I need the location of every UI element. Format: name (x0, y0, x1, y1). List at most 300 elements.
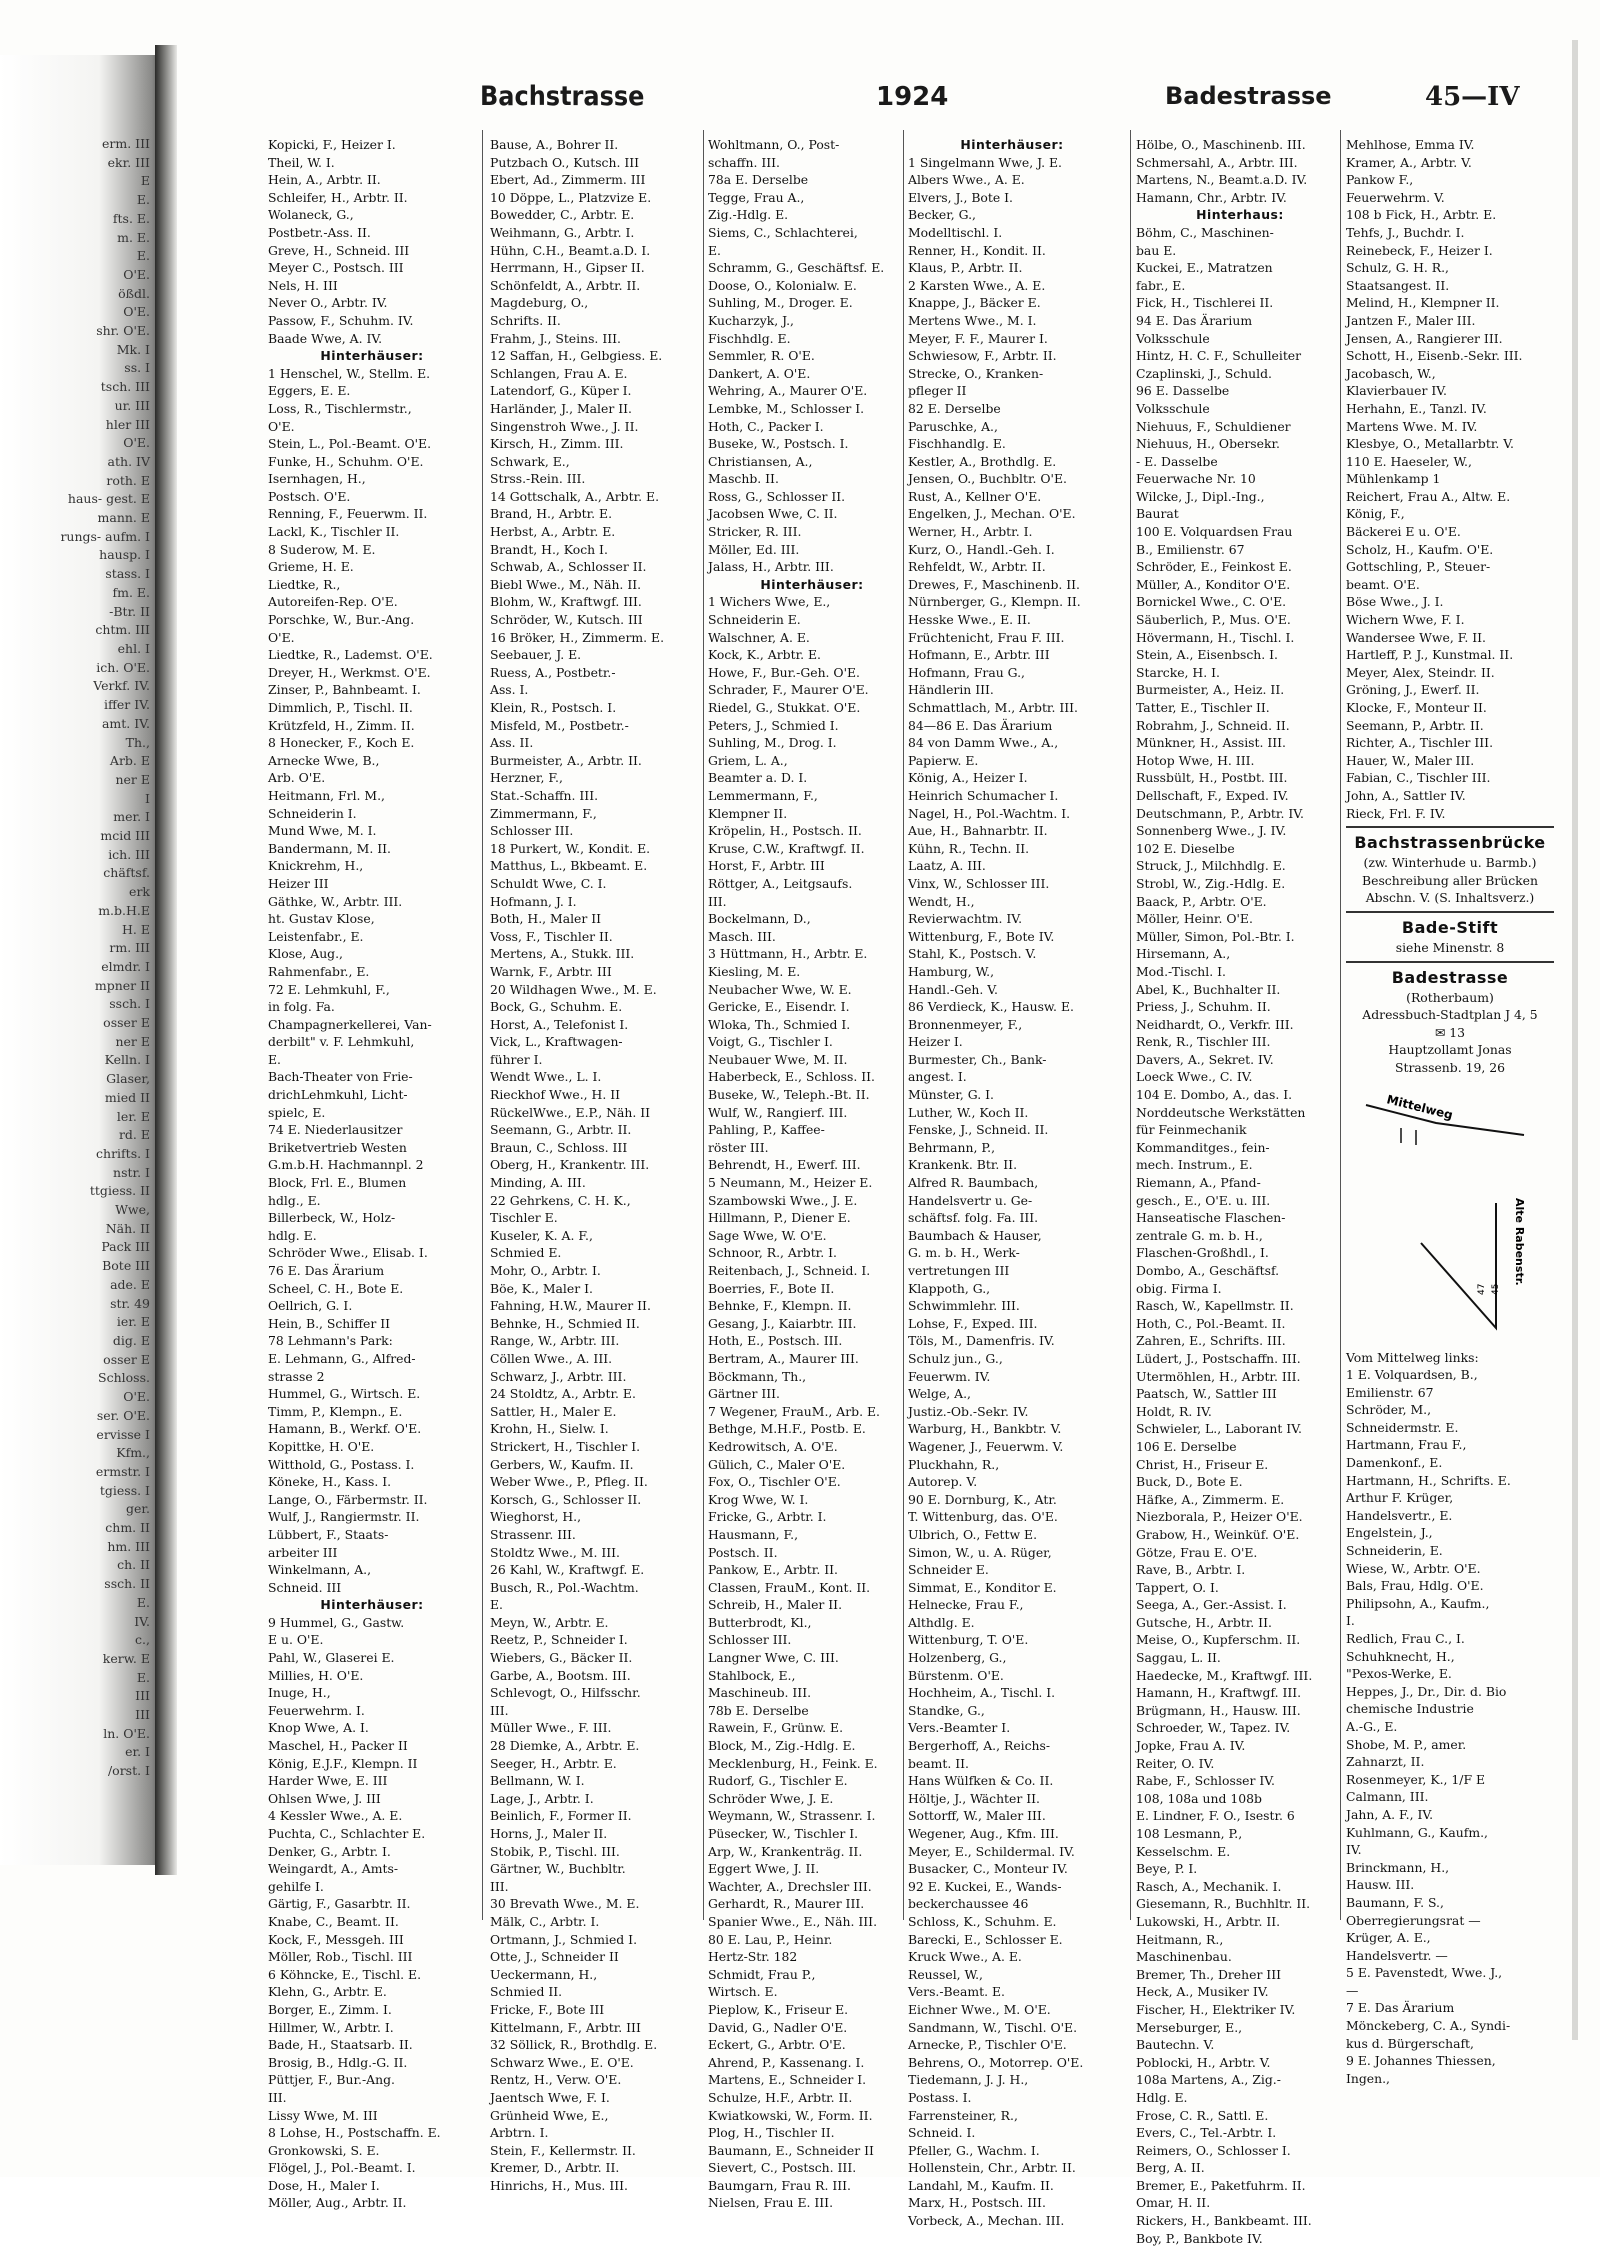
directory-entry: 3 Hüttmann, H., Arbtr. E. (708, 946, 868, 962)
fragment-line: fm. E. (112, 584, 150, 600)
directory-entry: Hövermann, H., Tischl. I. (1136, 629, 1295, 645)
directory-entry: König, F., (1346, 506, 1405, 522)
directory-entry: kus d. Bürgerschaft, (1346, 2035, 1474, 2051)
directory-entry: Schmied E. (490, 1245, 562, 1261)
directory-entry: Deutschmann, P., Arbtr. IV. (1136, 805, 1304, 821)
directory-entry: Fox, O., Tischler O'E. (708, 1474, 841, 1490)
directory-entry: Niehuus, F., Schuldiener (1136, 418, 1291, 434)
directory-entry: Theil, W. I. (268, 154, 335, 170)
directory-column-6 (1346, 136, 1554, 2086)
directory-entry: Beye, P. I. (1136, 1861, 1198, 1877)
directory-entry: Renk, R., Tischler III. (1136, 1034, 1271, 1050)
directory-entry: Buseke, W., Teleph.-Bt. II. (708, 1087, 870, 1103)
directory-entry: schaffn. III. (708, 154, 780, 170)
directory-entry: Hintz, H. C. F., Schulleiter (1136, 348, 1302, 364)
directory-entry: David, G., Nadler O'E. (708, 2019, 848, 2035)
directory-entry: Lemmermann, F., (708, 787, 818, 803)
directory-entry: Eggert Wwe, J. II. (708, 1861, 820, 1877)
directory-entry: Herzner, F., (490, 770, 563, 786)
directory-entry: Meise, O., Kupferschm. II. (1136, 1632, 1301, 1648)
directory-entry: Stein, A., Eisenbsch. I. (1136, 647, 1278, 663)
directory-entry: fabr., E. (1136, 277, 1186, 293)
directory-entry: Heitmann, R., (1136, 1931, 1224, 1947)
directory-entry: Bronnenmeyer, F., (908, 1016, 1023, 1032)
directory-entry: Meyn, W., Arbtr. E. (490, 1614, 609, 1630)
directory-entry: Hoth, E., Postsch. III. (708, 1333, 843, 1349)
directory-entry: Püsecker, W., Tischler I. (708, 1826, 859, 1841)
directory-entry: Hinrichs, H., Mus. III. (490, 2177, 628, 2193)
directory-entry: Postass. I. (908, 2089, 972, 2105)
directory-entry: 4 Kessler Wwe., A. E. (268, 1808, 403, 1824)
directory-entry: Jacobasch, W., (1346, 365, 1436, 381)
fragment-line: Mk. I (116, 341, 150, 357)
directory-entry: Sottorff, W., Maler III. (908, 1808, 1046, 1824)
directory-entry: Siems, C., Schlachterei, (708, 224, 858, 240)
fragment-line: haus- gest. E (67, 491, 150, 507)
directory-entry: Klose, Aug., (268, 946, 343, 962)
header-right-street: Badestrasse (1165, 82, 1332, 110)
directory-entry: Wittenburg, T. O'E. (908, 1632, 1029, 1648)
directory-entry: Maschel, H., Packer II (268, 1738, 408, 1754)
section-rule (1346, 961, 1554, 963)
directory-entry: 86 Verdieck, K., Hausw. E. (908, 999, 1074, 1015)
directory-entry: Klein, R., Postsch. I. (490, 700, 617, 715)
directory-entry: König, E.J.F., Klempn. II (268, 1755, 418, 1771)
directory-entry: siehe Minenstr. 8 (1395, 939, 1505, 955)
fragment-line: ermstr. I (95, 1463, 150, 1479)
directory-entry: Engelstein, J., (1346, 1525, 1433, 1541)
fragment-line: ner E (115, 1033, 150, 1049)
directory-entry: Abel, K., Buchhalter II. (1136, 981, 1281, 997)
fragment-line: ch. II (117, 1557, 150, 1573)
directory-entry: 108 b Fick, H., Arbtr. E. (1346, 207, 1497, 223)
directory-entry: Hofmann, E., Arbtr. III (908, 647, 1050, 663)
directory-entry: 102 E. Dieselbe (1136, 840, 1235, 856)
directory-entry: Strss.-Rein. III. (490, 471, 586, 487)
directory-entry: Isernhagen, H., (268, 471, 366, 487)
directory-entry: Schröder, W., Kutsch. III (490, 612, 643, 628)
directory-entry: schäftsf. folg. Fa. III. (908, 1210, 1039, 1226)
directory-entry: Gröning, J., Ewerf. II. (1346, 682, 1480, 698)
directory-entry: Hühn, C.H., Beamt.a.D. I. (490, 242, 651, 258)
directory-entry: Stobik, P., Tischl. III. (490, 1843, 620, 1859)
directory-entry: Davers, A., Sekret. IV. (1136, 1051, 1274, 1067)
directory-entry: Kucharzyk, J., (708, 312, 794, 328)
map-label-rabenstr: Alte Rabenstr. (1513, 1197, 1526, 1286)
directory-entry: Bachstrassenbrücke (1354, 833, 1546, 853)
directory-entry: 7 Wegener, FrauM., Arb. E. (708, 1403, 880, 1419)
directory-entry: beamt. II. (908, 1755, 969, 1771)
fragment-line: ath. IV (107, 453, 150, 469)
fragment-line: kerw. E (102, 1650, 150, 1666)
directory-entry: Revierwachtm. IV. (908, 911, 1023, 927)
directory-entry: Bremer, Th., Dreher III (1136, 1966, 1281, 1982)
directory-entry: Hamann, H., Kraftwgf. III. (1136, 1685, 1302, 1701)
directory-entry: Minding, A. III. (490, 1175, 586, 1191)
directory-entry: Nagel, H., Pol.-Wachtm. I. (908, 805, 1071, 821)
directory-entry: 1 Wichers Wwe, E., (708, 594, 831, 610)
directory-entry: Schwiesow, F., Arbtr. II. (908, 348, 1057, 364)
directory-entry: Schönfeldt, A., Arbtr. II. (490, 277, 641, 293)
directory-entry: Hummel, G., Wirtsch. E. (268, 1386, 421, 1402)
directory-entry: Fricke, G., Arbtr. I. (708, 1509, 827, 1525)
fragment-line: roth. E (106, 472, 150, 488)
directory-entry: 96 E. Dasselbe (1136, 383, 1230, 399)
directory-entry: Götze, Frau E. O'E. (1136, 1544, 1258, 1560)
directory-entry: 10 Döppe, L., Platzvize E. (490, 189, 652, 205)
directory-entry: Gronkowski, S. E. (268, 2142, 380, 2158)
directory-entry: Schröder Wwe, J. E. (708, 1790, 834, 1806)
directory-entry: Schneider E. (908, 1562, 989, 1578)
directory-entry: 100 E. Volquardsen Frau (1136, 524, 1293, 540)
fragment-line: hausp. I (99, 547, 150, 563)
fragment-line: mpner II (94, 977, 150, 993)
directory-entry: 108a Martens, A., Zig.- (1136, 2072, 1281, 2088)
directory-entry: Holdt, R. IV. (1136, 1403, 1212, 1419)
directory-entry: Fick, H., Tischlerei II. (1136, 295, 1274, 311)
directory-entry: drichLehmkuhl, Licht- (268, 1087, 408, 1103)
directory-entry: Gutsche, H., Arbtr. II. (1136, 1614, 1272, 1630)
directory-entry: Schlevogt, O., Hilfsschr. (490, 1685, 641, 1701)
directory-entry: Stahl, K., Postsch. V. (908, 946, 1037, 962)
directory-entry: Meyer C., Postsch. III (268, 260, 404, 276)
directory-entry: Wegener, Aug., Kfm. III. (908, 1826, 1059, 1841)
directory-entry: arbeiter III (268, 1544, 338, 1560)
directory-entry: E. Lindner, F. O., Isestr. 6 (1136, 1808, 1295, 1824)
directory-entry: Bäckerei E u. O'E. (1346, 524, 1461, 540)
directory-entry: Strassenb. 19, 26 (1394, 1059, 1506, 1075)
directory-entry: Krützfeld, H., Zimm. II. (268, 717, 415, 733)
directory-entry: Rentz, H., Verw. O'E. (490, 2072, 622, 2088)
directory-entry: Gericke, E., Eisendr. I. (708, 999, 850, 1015)
fragment-line: shr. O'E. (96, 323, 150, 339)
directory-entry: Zig.-Hdlg. E. (708, 207, 789, 223)
directory-entry: (Rotherbaum) (1406, 989, 1494, 1005)
directory-entry: Fenske, J., Schneid. II. (908, 1122, 1049, 1138)
directory-entry: Jaentsch Wwe, F. I. (490, 2089, 610, 2105)
directory-entry: Schroeder, W., Tapez. IV. (1136, 1720, 1291, 1736)
directory-entry: Oellrich, G. I. (268, 1298, 353, 1314)
directory-entry: — (1346, 1982, 1359, 1998)
directory-entry: Lukowski, H., Arbtr. II. (1136, 1913, 1281, 1929)
directory-entry: Norddeutsche Werkstätten (1136, 1104, 1306, 1120)
directory-entry: Böhm, C., Maschinen- (1136, 224, 1274, 240)
directory-entry: Ulbrich, O., Fettw E. (908, 1526, 1038, 1542)
fragment-line: c., (135, 1632, 150, 1648)
directory-entry: Evers, C., Tel.-Arbtr. I. (1136, 2125, 1277, 2141)
fragment-line: rungs- aufm. I (60, 528, 150, 544)
directory-entry: Ahrend, P., Kassenang. I. (708, 2054, 865, 2070)
directory-entry: Kirsch, H., Zimm. III. (490, 436, 624, 452)
directory-entry: Möller, Heinr. O'E. (1136, 911, 1253, 927)
directory-entry: vertretungen III (908, 1263, 1010, 1278)
directory-entry: Arp, W., Krankenträg. II. (708, 1843, 863, 1859)
directory-entry: Harder Wwe, E. III (268, 1773, 388, 1789)
directory-entry: Krüger, A. E., (1346, 1930, 1431, 1946)
directory-entry: Meyer, E., Schildermal. IV. (908, 1843, 1075, 1859)
directory-entry: Rawein, F., Grünw. E. (708, 1720, 844, 1736)
directory-entry: Mönckeberg, C. A., Syndi- (1346, 2018, 1511, 2034)
directory-entry: Wiese, W., Arbtr. O'E. (1346, 1560, 1481, 1576)
directory-entry: Jensen, O., Buchbltr. O'E. (908, 471, 1067, 487)
directory-entry: Wirtsch. E. (708, 1984, 778, 2000)
directory-entry: Berg, A. II. (1136, 2160, 1205, 2176)
directory-entry: Giesemann, R., Buchhltr. II. (1136, 1896, 1311, 1912)
directory-entry: Billerbeck, W., Holz- (268, 1210, 396, 1226)
fragment-line: ln. O'E. (103, 1725, 150, 1741)
directory-entry: Bellmann, W. I. (490, 1773, 585, 1789)
directory-entry: Knickrehm, H., (268, 858, 364, 874)
directory-entry: Korsch, G., Schlosser II. (490, 1491, 642, 1507)
directory-entry: Maschb. II. (708, 471, 779, 487)
directory-entry: G. m. b. H., Werk- (908, 1245, 1020, 1261)
directory-entry: Ebert, Ad., Zimmerm. III (490, 172, 646, 188)
directory-entry: Hillmann, P., Diener E. (708, 1210, 851, 1226)
directory-entry: 20 Wildhagen Wwe., M. E. (490, 981, 657, 997)
directory-entry: Hartmann, H., Schrifts. E. (1346, 1472, 1511, 1488)
directory-entry: Baumann, E., Schneider II (708, 2142, 874, 2158)
fragment-line: Schloss. (98, 1370, 150, 1386)
column-divider (1340, 130, 1341, 1920)
directory-entry: Alfred R. Baumbach, (908, 1175, 1039, 1191)
directory-entry: Lüdert, J., Postschaffn. III. (1136, 1350, 1301, 1366)
directory-entry: Pankow F., (1346, 172, 1414, 188)
directory-entry: Kommanditges., fein- (1136, 1139, 1270, 1155)
directory-entry: Beschreibung aller Brücken (1362, 872, 1538, 888)
directory-entry: Zinser, P., Bahnbeamt. I. (268, 682, 421, 698)
directory-entry: Schneidermstr. E. (1346, 1419, 1459, 1435)
directory-entry: Haedecke, M., Kraftwgf. III. (1136, 1667, 1313, 1683)
directory-entry: Biebl Wwe., M., Näh. II. (490, 576, 642, 592)
header-left-street: Bachstrasse (480, 80, 645, 112)
directory-entry: Singenstroh Wwe., J. II. (490, 418, 639, 434)
directory-entry: Postsch. O'E. (268, 488, 351, 504)
directory-entry: Baack, P., Arbtr. O'E. (1136, 893, 1267, 909)
directory-entry: 78b E. Derselbe (708, 1702, 809, 1718)
directory-entry: Wieghorst, H., (490, 1509, 582, 1525)
directory-entry: Modelltischl. I. (908, 224, 1003, 240)
fragment-line: dig. E (112, 1333, 150, 1348)
directory-entry: Mohr, O., Arbtr. I. (490, 1263, 601, 1278)
directory-entry: Schwab, A., Schlosser II. (490, 559, 647, 575)
directory-entry: Schneiderin E. (708, 612, 801, 628)
directory-entry: Rabe, F., Schlosser IV. (1136, 1773, 1275, 1789)
directory-entry: Reinebeck, F., Heizer I. (1346, 242, 1493, 258)
directory-entry: Strobl, W., Zig.-Hdlg. E. (1136, 875, 1286, 891)
fragment-line: Glaser, (106, 1071, 150, 1087)
directory-entry: Mertens Wwe., M. I. (908, 312, 1037, 328)
directory-entry: Arnecke, P., Tischler O'E. (908, 2037, 1067, 2053)
column-divider (703, 130, 704, 1920)
directory-entry: Struck, J., Milchhdlg. E. (1136, 858, 1286, 874)
directory-entry: Tischler E. (490, 1210, 558, 1226)
directory-entry: Wiebers, G., Bäcker II. (490, 1650, 633, 1666)
directory-entry: Seebauer, J. E. (490, 647, 582, 663)
directory-entry: Staatsangest. II. (1346, 277, 1450, 293)
directory-entry: Klempner II. (708, 805, 788, 821)
directory-entry: Jalass, H., Arbtr. III. (708, 559, 834, 575)
directory-entry: Loeck Wwe., C. IV. (1136, 1069, 1253, 1085)
directory-entry: 16 Bröker, H., Zimmerm. E. (490, 629, 665, 645)
directory-entry: Dose, H., Maler I. (268, 2177, 380, 2193)
directory-column-3 (708, 136, 916, 2211)
directory-entry: Hollenstein, Chr., Arbtr. II. (908, 2160, 1076, 2176)
directory-entry: 92 E. Kuckei, E., Wands- (908, 1878, 1062, 1894)
fragment-line: E. (136, 192, 150, 208)
directory-entry: derbilt" v. F. Lehmkuhl, (268, 1034, 415, 1050)
directory-entry: Harländer, J., Maler II. (490, 400, 632, 416)
directory-entry: Postbetr.-Ass. II. (268, 224, 371, 240)
fragment-line: erk (129, 884, 150, 900)
fragment-line: ss. I (124, 360, 150, 376)
fragment-line: Wwe, (115, 1202, 150, 1218)
directory-entry: Horns, J., Maler II. (490, 1826, 608, 1841)
directory-entry: Nielsen, Frau E. III. (708, 2195, 834, 2211)
directory-entry: Landahl, M., Kaufm. II. (908, 2177, 1054, 2193)
directory-entry: Arnecke Wwe, B., (268, 752, 380, 768)
directory-entry: Puchta, C., Schlachter E. (268, 1826, 426, 1841)
directory-entry: Voss, F., Tischler II. (490, 928, 613, 944)
directory-entry: Schott, H., Eisenb.-Sekr. III. (1346, 348, 1523, 364)
directory-entry: Wendt, H., (908, 893, 975, 909)
directory-entry: Starcke, H. I. (1136, 664, 1220, 680)
directory-entry: Griem, L. A., (708, 752, 788, 768)
directory-entry: Blohm, W., Kraftwgf. III. (490, 594, 642, 610)
fragment-line: H. E (122, 921, 150, 937)
directory-entry: Schuldt Wwe, C. I. (490, 875, 607, 891)
directory-entry: Zahren, E., Schrifts. III. (1136, 1333, 1286, 1349)
directory-entry: Horst, A., Telefonist I. (490, 1016, 629, 1032)
directory-entry: Fischer, H., Elektriker IV. (1136, 2001, 1296, 2017)
fragment-line: Näh. II (105, 1220, 150, 1236)
fragment-line: hm. III (107, 1538, 150, 1554)
directory-entry: Schulz jun., G., (908, 1350, 1003, 1366)
directory-entry: 74 E. Niederlausitzer (268, 1122, 403, 1138)
directory-entry: Höltje, J., Wächter II. (908, 1790, 1040, 1806)
directory-entry: Autoreifen-Rep. O'E. (268, 594, 398, 610)
directory-entry: Bethge, M.H.F., Postb. E. (708, 1421, 866, 1437)
directory-entry: Schramm, G., Geschäftsf. E. (708, 260, 885, 276)
directory-entry: Schrifts. II. (490, 312, 561, 328)
fragment-line: rm. III (109, 940, 150, 956)
directory-entry: Stricker, R. III. (708, 524, 802, 540)
directory-entry: Heizer I. (908, 1034, 963, 1050)
directory-entry: Bals, Frau, Hdlg. O'E. (1346, 1578, 1484, 1594)
directory-entry: Weihmann, G., Arbtr. I. (490, 224, 635, 240)
directory-entry: Jensen, A., Rangierer III. (1346, 330, 1503, 346)
directory-entry: Weber Wwe., P., Pfleg. II. (490, 1474, 648, 1490)
directory-entry: Rasch, A., Mechanik. I. (1136, 1878, 1282, 1894)
directory-entry: Saggau, L. II. (1136, 1650, 1221, 1666)
directory-entry: Oberg, H., Krankentr. III. (490, 1157, 650, 1173)
directory-entry: Krohn, H., Sielw. I. (490, 1421, 609, 1437)
directory-entry: Vers.-Beamter I. (908, 1720, 1011, 1736)
directory-entry: Tiedemann, J. J. H., (908, 2072, 1029, 2088)
directory-entry: Greve, H., Schneid. III (268, 242, 410, 258)
directory-entry: Richter, A., Tischler III. (1346, 735, 1494, 751)
directory-entry: Hauptzollamt Jonas (1388, 1042, 1512, 1058)
directory-entry: Passow, F., Schuhm. IV. (268, 312, 414, 328)
directory-entry: Schuhknecht, H., (1346, 1648, 1455, 1664)
directory-entry: Flögel, J., Pol.-Beamt. I. (268, 2160, 416, 2176)
directory-entry: Böse Wwe., J. I. (1346, 594, 1444, 610)
directory-entry: Doose, O., Kolonialw. E. (708, 277, 857, 293)
directory-entry: Meyer, Alex, Steindr. II. (1346, 664, 1495, 680)
directory-entry: Buseke, W., Postsch. I. (708, 436, 849, 452)
directory-entry: Lackl, K., Tischler II. (268, 524, 400, 540)
directory-entry: Neidhardt, O., Verkfr. III. (1136, 1016, 1294, 1032)
directory-entry: Paatsch, W., Sattler III (1136, 1386, 1277, 1402)
fragment-line: ser. O'E. (96, 1407, 150, 1423)
directory-entry: RückelWwe., E.P., Näh. II (490, 1104, 651, 1120)
fragment-line: ger. (126, 1501, 150, 1517)
fragment-line: III (135, 1688, 150, 1704)
directory-entry: Kopicki, F., Heizer I. (268, 137, 396, 152)
directory-entry: spielc, E. (268, 1104, 326, 1120)
fragment-line: E. (136, 248, 150, 264)
directory-entry: Hartmann, Frau F., (1346, 1437, 1467, 1453)
directory-entry: 8 Honecker, F., Koch E. (268, 735, 415, 751)
directory-entry: Ortmann, J., Schmied I. (490, 1931, 638, 1947)
directory-entry: 9 E. Johannes Thiessen, (1346, 2053, 1496, 2069)
directory-entry: Möller, Rob., Tischl. III (268, 1949, 413, 1965)
directory-entry: Semmler, R. O'E. (708, 348, 815, 364)
directory-entry: 18 Purkert, W., Kondit. E. (490, 840, 651, 856)
fragment-line: m. E. (117, 229, 150, 245)
directory-entry: E. (490, 1597, 503, 1613)
directory-entry: Böckmann, Th., (708, 1368, 807, 1384)
directory-entry: Holzenberg, G., (908, 1650, 1007, 1666)
directory-entry: Hans Wülfken & Co. II. (908, 1773, 1054, 1789)
directory-entry: Stat.-Schaffn. III. (490, 787, 599, 803)
directory-entry: Feuerwehrm. V. (1346, 189, 1445, 205)
directory-entry: Fischhdlg. E. (708, 330, 791, 346)
directory-entry: O'E. (268, 418, 295, 434)
directory-entry: Heinrich Schumacher I. (908, 787, 1059, 803)
directory-entry: Marx, H., Postsch. III. (908, 2195, 1046, 2211)
page-header (180, 82, 1560, 118)
directory-entry: Feuerwm. IV. (908, 1368, 991, 1384)
directory-entry: Scholz, H., Kaufm. O'E. (1346, 541, 1494, 557)
directory-entry: Liedtke, R., Lademst. O'E. (268, 647, 433, 663)
directory-entry: Kesselschm. E. (1136, 1843, 1231, 1859)
directory-entry: - E. Dasselbe (1136, 453, 1218, 469)
directory-entry: Stoldtz Wwe., M. III. (490, 1544, 620, 1560)
directory-entry: 78 Lehmann's Park: (268, 1333, 393, 1349)
directory-entry: A.-G., E. (1346, 1718, 1398, 1734)
directory-entry: Beamter a. D. I. (708, 770, 808, 786)
directory-entry: Rieckhof Wwe., H. II (490, 1087, 620, 1103)
directory-entry: Schneid. I. (908, 2125, 976, 2141)
directory-entry: Schwarz, J., Arbtr. III. (490, 1368, 627, 1384)
directory-entry: 28 Diemke, A., Arbtr. E. (490, 1738, 640, 1754)
directory-entry: Zimmermann, F., (490, 805, 597, 821)
directory-entry: Niehuus, H., Obersekr. (1136, 436, 1280, 452)
directory-entry: 1 Henschel, W., Stellm. E. (268, 365, 431, 381)
directory-entry: Töls, M., Damenfris. IV. (908, 1333, 1055, 1349)
map-label-mittelweg: Mittelweg (1385, 1091, 1455, 1122)
fragment-line: ößdl. (118, 285, 150, 301)
fragment-line: O'E. (123, 266, 150, 282)
directory-entry: Schmied II. (490, 1984, 563, 2000)
directory-entry: Böe, K., Maler I. (490, 1280, 593, 1296)
directory-entry: Bandermann, M. II. (268, 840, 391, 856)
directory-entry: Lange, O., Färbermstr. II. (268, 1491, 428, 1507)
directory-entry: Wulf, J., Rangiermstr. II. (268, 1509, 420, 1525)
directory-entry: Bertram, A., Maurer III. (708, 1350, 859, 1366)
directory-entry: "Pexos-Werke, E. (1346, 1666, 1452, 1682)
directory-entry: Handl.-Geh. V. (908, 981, 998, 997)
